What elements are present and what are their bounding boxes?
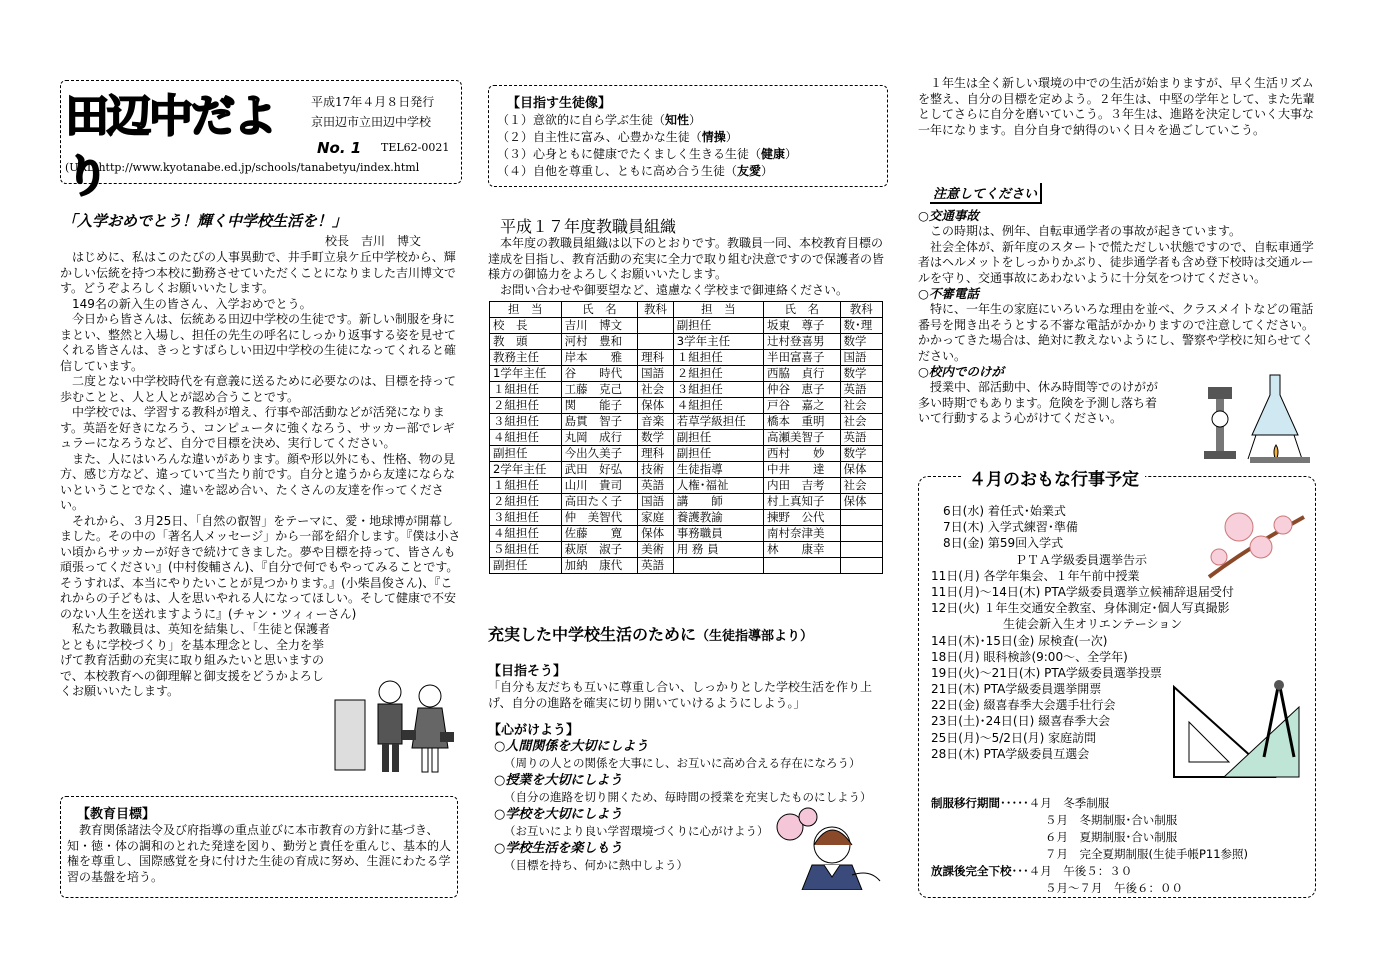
header-cell: 教科 [638,302,674,318]
student-image-item: （１）意欲的に自ら学ぶ生徒（知性） [497,113,702,127]
paragraph: 中学校では、学習する教科が増え、行事や部活動などが活発になります。英語を好きになろう、コンピュータに強くなろう、サッカー部でレギュラーになろうなど、自分で目標を決め、実行してください。 [60,405,455,450]
staff-cell: 工藤 克己 [561,382,638,398]
student-image-item: （２）自主性に富み、心豊かな生徒（情操） [497,130,738,144]
staff-row [490,558,883,574]
dismissal-label: 放課後完全下校 [931,864,1012,878]
staff-cell: 副担任 [673,318,763,334]
caution-title: 注意してください [930,183,1042,204]
education-goal-box [60,796,458,898]
mind-item-head: ○授業を大切にしよう [494,773,623,788]
event-item: 19日(火)～21日(木) PTA学級委員選挙投票 [931,665,1162,680]
staff-cell: 橋本 重明 [763,414,840,430]
staff-cell: 家庭 [638,510,674,526]
principal-byline: 校長 吉川 博文 [325,234,422,248]
staff-cell: 保体 [840,462,882,478]
paragraph: 149名の新入生の皆さん、入学おめでとう。 [60,296,312,311]
staff-row [490,398,883,414]
staff-cell: 保体 [840,494,882,510]
staff-cell: 半田富喜子 [763,350,840,366]
event-item: 18日(月) 眼科検診(9:00～、全学年) [931,649,1128,664]
event-item: 6日(水) 着任式･始業式 [931,504,1066,518]
staff-cell: 高田たく子 [561,494,638,510]
girl-illustration [772,805,887,890]
staff-intro: 本年度の教職員組織は以下のとおりです。教職員一同、本校教育目標の達成を目指し、教育活動の充実に全力で取り組む決意ですので保護者の皆様方の御協力をよろしくお願いいたします。 お問い合わせや御要望など、遠慮なく学校まで御連絡ください。 [488,236,885,297]
header-cell: 氏 名 [763,302,840,318]
staff-cell: 丸岡 成行 [561,430,638,446]
staff-cell: 理科 [638,350,674,366]
staff-cell: 人権･福祉 [673,478,763,494]
staff-cell: 副担任 [673,446,763,462]
staff-cell: 副担任 [490,446,562,462]
staff-cell: ５組担任 [490,542,562,558]
staff-cell: 生徒指導 [673,462,763,478]
event-item: 11日(月) 各学年集会、１年午前中授業 [931,568,1140,583]
staff-cell: 副担任 [673,430,763,446]
staff-cell: 英語 [638,558,674,574]
staff-row [490,430,883,446]
masthead [60,80,462,202]
school-url[interactable]: (URL)http://www.kyotanabe.ed.jp/schools/tanabetyu/index.html [65,161,420,174]
staff-cell: 保体 [638,526,674,542]
ruler-compass-illustration [1164,677,1309,787]
staff-title: 平成１７年度教職員組織 [500,217,677,236]
staff-cell: 音楽 [638,414,674,430]
staff-cell: 南村奈津美 [763,526,840,542]
staff-cell: 理科 [638,446,674,462]
staff-cell: ２組担任 [490,494,562,510]
staff-cell: ４組担任 [490,526,562,542]
staff-cell: 数学 [638,430,674,446]
mind-item-head: ○学校を大切にしよう [494,807,623,822]
staff-cell: 吉川 博文 [561,318,638,334]
staff-cell [638,318,674,334]
student-image-box [488,85,888,187]
staff-cell: 養護教諭 [673,510,763,526]
student-image-item: （３）心身ともに健康でたくましく生きる生徒（健康） [497,147,798,161]
staff-cell: 内田 吉考 [763,478,840,494]
staff-row [490,350,883,366]
header-cell: 氏 名 [561,302,638,318]
mind-item-sub: （お互いにより良い学習環境づくりに心がけよう） [504,824,769,838]
staff-cell [840,542,882,558]
staff-cell: 今出久美子 [561,446,638,462]
staff-row [490,478,883,494]
caution-item-text: 特に、一年生の家庭にいろいろな理由を並べ、クラスメイトなどの電話番号を聞き出そうとする不審な電話がかかりますので注意してください。かかってきた場合は、絶対に教えないようにし、警察や学校に知らせてください。 [918,302,1315,363]
header-cell: 教科 [840,302,882,318]
aim-label: 【目指そう】 [488,664,567,679]
guidance-title: 充実した中学校生活のために [488,625,697,644]
event-item: 23日(土)･24日(日) 綴喜春季大会 [931,714,1111,729]
staff-cell: 英語 [638,478,674,494]
staff-cell: 関 能子 [561,398,638,414]
staff-cell: 若草学級担任 [673,414,763,430]
event-item: 生徒会新入生オリエンテーション [931,617,1183,632]
cherry-blossom-illustration [1199,497,1309,587]
staff-row [490,414,883,430]
staff-cell: 坂東 尊子 [763,318,840,334]
paragraph: また、人にはいろんな違いがあります。顔や形以外にも、性格、物の見方、感じ方など、違っていて当たり前です。自分と違うから友達にならないということでなく、違いを認め合い、たくさんの友達を作ってください。 [60,451,456,512]
staff-row [490,542,883,558]
event-item: 11日(月)～14日(木) PTA学級委員選挙立候補辞退届受付 [931,584,1234,599]
event-item: 14日(木)･15日(金) 尿検査(一次) [931,633,1108,648]
staff-row [490,334,883,350]
staff-row [490,318,883,334]
staff-cell: 西脇 貞行 [763,366,840,382]
staff-cell: 数学 [840,334,882,350]
staff-cell: 佐藤 寛 [561,526,638,542]
aim-text: 「自分も友だちも互いに尊重し合い、しっかりとした学校生活を作り上げ、自分の進路を確実に切り開いていけるようにしよう。」 [488,680,873,710]
staff-cell: 武田 好弘 [561,462,638,478]
paragraph: 今日から皆さんは、伝統ある田辺中学校の生徒です。新しい制服を身にまとい、整然と入場し、担任の先生の呼名にしっかり返事する姿を見せてくれる皆さんは、きっとすばらしい田辺中学校の生徒になってくれると確信しています。 [60,312,457,373]
caution-item-head: ○校内でのけが [918,364,1004,379]
staff-cell [840,558,882,574]
staff-cell: １組担任 [673,350,763,366]
event-item: ＰＴＡ学級委員選挙告示 [931,552,1148,567]
staff-cell: 数学 [840,366,882,382]
issue-date: 平成17年４月８日発行 [311,95,435,109]
staff-cell: 林 康幸 [763,542,840,558]
uniform-schedule: 制服移行期間･････４月 冬季制服 ５月 冬期制服･合い制服 ６月 夏期制服･合い制服 ７月 完全夏期制服(生徒手帳P11参照) 放課後完全下校･･･４月 午後５：３０ ５月～７月 午後６：００ [931,796,1249,895]
caution-item-text: この時期は、例年、自転車通学者の事故が起きています。 社会全体が、新年度のスタートで慌ただしい状態ですので、自転車通学者はヘルメットをしっかりかぶり、徒歩通学者も含め登下校時は交通ルールを守り、交通事故にあわないように十分気をつけてください。 [918,224,1314,285]
staff-cell: １組担任 [490,382,562,398]
staff-cell: ４組担任 [673,398,763,414]
staff-cell: 講 師 [673,494,763,510]
staff-cell: 美術 [638,542,674,558]
mind-item-sub: （周りの人との関係を大事にし、お互いに高め合える存在になろう） [504,756,861,770]
education-goal-title: 【教育目標】 [77,807,156,822]
staff-cell: 社会 [840,478,882,494]
staff-row [490,494,883,510]
staff-cell: 高瀬美智子 [763,430,840,446]
staff-cell: 社会 [638,382,674,398]
education-goal-text: 教育関係諸法令及び府指導の重点並びに本市教育の方針に基づき、知・徳・体の調和のとれた発達を図り、勤労と責任を重んじ、基本的人権を尊重し、国際感覚を身に付けた生徒の育成に努め、生涯にわたる学習の基盤を培う。 [67,823,452,884]
staff-cell: 校 長 [490,318,562,334]
event-item: 8日(金) 第59回入学式 [931,536,1064,551]
student-image-title: 【目指す生徒像】 [507,96,612,111]
staff-cell: 社会 [840,398,882,414]
principal-title: 「入学おめでとう！輝く中学校生活を！」 [62,212,348,230]
staff-cell: 英語 [840,382,882,398]
staff-header-row [490,302,883,318]
staff-cell [840,526,882,542]
staff-cell: 副担任 [490,558,562,574]
event-item: 25日(月)～5/2日(月) 家庭訪問 [931,730,1097,745]
mind-item-sub: （自分の進路を切り開くため、毎時間の授業を充実したものにしよう） [504,790,872,804]
mind-label: 【心がけよう】 [488,723,580,738]
mind-item-head: ○学校生活を楽しもう [494,841,623,856]
staff-row [490,462,883,478]
staff-cell: 西村 妙 [763,446,840,462]
staff-row [490,446,883,462]
guidance-source: （生徒指導部より） [696,629,814,644]
staff-cell: １組担任 [490,478,562,494]
staff-cell: ２組担任 [673,366,763,382]
paragraph: 私たち教職員は、英知を結集し、「生徒と保護者とともに学校づくり」を基本理念とし、全力を挙げて教育活動の充実に取り組みたいと思いますので、本校教育への御理解と御支援をどうかよろしくお願いいたします。 [60,622,331,698]
students-illustration [330,670,465,780]
staff-cell [840,510,882,526]
caution-item-text: 授業中、部活動中、休み時間等でのけがが 多い時期でもあります。危険を予測し落ち着 いて行動するよう心がけてください。 [918,380,1159,425]
student-image-item: （４）自他を尊重し、ともに高め合う生徒（友愛） [497,164,774,178]
staff-row [490,526,883,542]
staff-cell: 教 頭 [490,334,562,350]
events-title: ４月のおもな行事予定 [963,465,1145,490]
staff-cell: 岸本 雅 [561,350,638,366]
staff-cell: 萩原 淑子 [561,542,638,558]
staff-cell: 村上真知子 [763,494,840,510]
staff-cell: 国語 [638,366,674,382]
paragraph: それから、３月25日、「自然の叡智」をテーマに、愛・地球博が開幕しました。その中の「著名人メッセージ」から一部を紹介します。『僕は小さい頃からサッカーが好きで続けてきました。夢や目標を持って、皆さんも頑張ってください』(中村俊輔さん)、『自分で何でもやってみることです。そうすれば、本当にやりたいことが見つかります。』(小柴昌俊さん)、『これからの子どもは、人を思いやれる人になってほしい。そして健康で不安のない人生を送れますように』(チャン・ツィィーさん) [60,513,461,621]
header-cell: 担 当 [673,302,763,318]
staff-cell: 3学年主任 [673,334,763,350]
staff-cell: 国語 [840,350,882,366]
staff-cell [638,334,674,350]
staff-cell: ３組担任 [673,382,763,398]
staff-cell: 揀野 公代 [763,510,840,526]
staff-cell: 社会 [840,414,882,430]
mind-item-head: ○人間関係を大切にしよう [494,739,649,754]
staff-cell: 谷 時代 [561,366,638,382]
event-item: 7日(木) 入学式練習･準備 [931,520,1078,535]
staff-row [490,366,883,382]
staff-row [490,510,883,526]
school-name: 京田辺市立田辺中学校 [311,115,432,129]
staff-cell [763,558,840,574]
staff-cell: 山川 貴司 [561,478,638,494]
issue-number: No. 1 [317,139,362,157]
staff-cell: 技術 [638,462,674,478]
staff-cell: 英語 [840,430,882,446]
paragraph: はじめに、私はこのたびの人事異動で、井手町立泉ケ丘中学校から、輝かしい伝統を持つ本校に勤務させていただくことになりました吉川博文です。どうぞよろしくお願いいたします。 [60,250,457,295]
uniform-label: 制服移行期間 [931,796,1000,810]
staff-cell: 戸谷 嘉之 [763,398,840,414]
staff-cell: 保体 [638,398,674,414]
staff-cell: 仲 美智代 [561,510,638,526]
staff-cell: 島貫 智子 [561,414,638,430]
staff-row [490,382,883,398]
grades-message: １年生は全く新しい環境の中での生活が始まりますが、早く生活リズムを整え、自分の目標を定めよう。２年生は、中堅の学年として、また先輩としてさらに自分を磨いていこう。３年生は、進路を決定していく大事な一年になります。自分自身で納得のいく日々を過ごしていこう。 [918,76,1315,137]
staff-cell: ３組担任 [490,510,562,526]
staff-cell: 教務主任 [490,350,562,366]
mind-item-sub: （目標を持ち、何かに熱中しよう） [504,858,688,872]
staff-cell: 国語 [638,494,674,510]
masthead-logo: 田辺中だより [65,91,275,202]
staff-cell: 河村 豊和 [561,334,638,350]
staff-cell: 加納 康代 [561,558,638,574]
principal-message [60,250,462,700]
staff-cell: ２組担任 [490,398,562,414]
event-item: 28日(木) PTA学級委員互選会 [931,746,1090,761]
guidance-heading [488,622,813,645]
event-item: 12日(火) １年生交通安全教室、身体測定･個人写真撮影 [931,601,1230,616]
caution-item-head: ○交通事故 [918,208,979,223]
staff-cell: 数･理 [840,318,882,334]
event-item: 21日(木) PTA学級委員選挙開票 [931,682,1102,697]
event-item: 22日(金) 綴喜春季大会選手壮行会 [931,698,1116,713]
staff-cell: 1学年主任 [490,366,562,382]
staff-cell: ４組担任 [490,430,562,446]
caution-item-head: ○不審電話 [918,286,979,301]
staff-cell: 数学 [840,446,882,462]
staff-cell: 中井 達 [763,462,840,478]
staff-cell: 辻村登喜男 [763,334,840,350]
staff-cell: 事務職員 [673,526,763,542]
staff-cell: 2学年主任 [490,462,562,478]
staff-cell [673,558,763,574]
staff-cell: ３組担任 [490,414,562,430]
events-box [918,470,1316,898]
paragraph: 二度とない中学校時代を有意義に送るために必要なのは、目標を持って歩むことと、人と人とが認め合うことです。 [60,374,457,404]
staff-cell: 仲谷 恵子 [763,382,840,398]
telephone: TEL62-0021 [381,141,450,154]
staff-table [489,301,883,574]
lab-equipment-illustration [1190,365,1315,465]
staff-cell: 用 務 員 [673,542,763,558]
header-cell: 担 当 [490,302,562,318]
